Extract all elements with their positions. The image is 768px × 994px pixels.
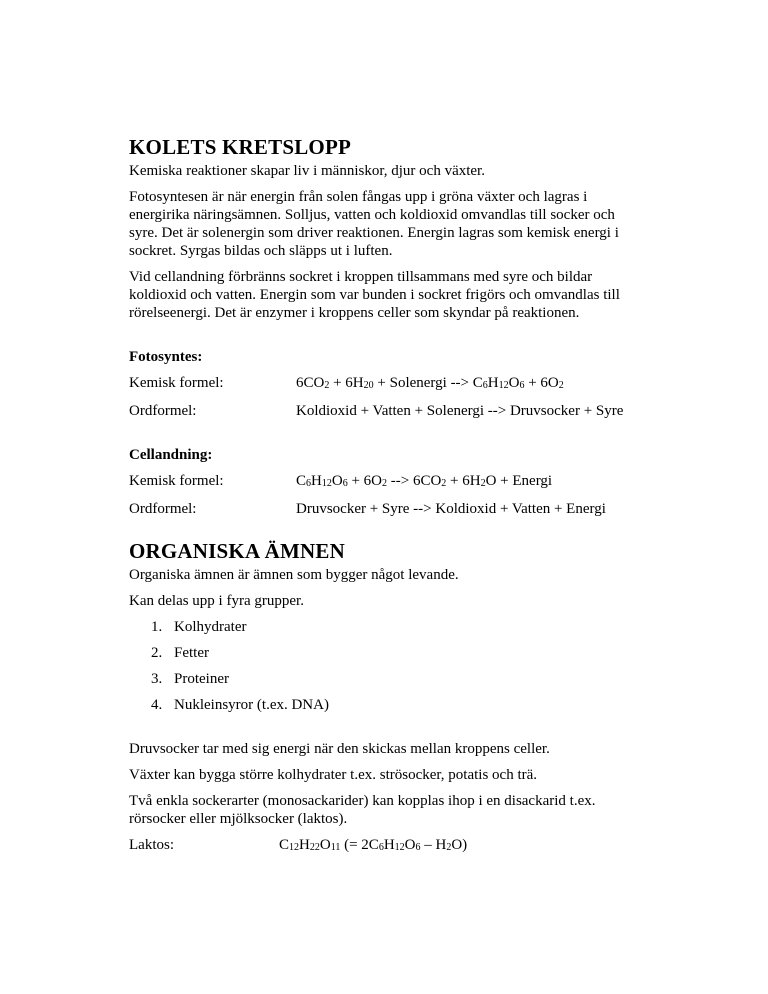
text-line: Vid cellandning förbränns sockret i kroppen tillsammans med syre och bildar xyxy=(129,269,593,285)
paragraph-fotosyntes-description xyxy=(129,188,649,260)
word-formula: Koldioxid + Vatten + Solenergi --> Druvsocker + Syre xyxy=(296,403,624,419)
chemical-formula: $6CO_2 + 6H_{20}$ + Solenergi --> $C_6H_{12}O_6 + 6O_2$ xyxy=(296,375,564,391)
row-cellandning-ord xyxy=(129,500,649,518)
text-line: koldioxid och vatten. Energin som var bunden i sockret frigörs och omvandlas till xyxy=(129,287,620,303)
label-cellandning: Cellandning: xyxy=(129,447,213,463)
paragraph-vaxter: Växter kan bygga större kolhydrater t.ex. strösocker, potatis och trä. xyxy=(129,767,538,783)
text-line: rörsocker eller mjölksocker (laktos). xyxy=(129,811,348,827)
row-key: Kemisk formel: xyxy=(129,375,224,391)
list-item xyxy=(129,670,649,688)
paragraph-druvsocker: Druvsocker tar med sig energi när den skickas mellan kroppens celler. xyxy=(129,741,550,757)
list-label: Kolhydrater xyxy=(174,619,247,635)
label-fotosyntes: Fotosyntes: xyxy=(129,349,203,365)
list-groups xyxy=(129,618,649,714)
row-cellandning-kemisk xyxy=(129,472,649,492)
paragraph-sockerarter xyxy=(129,792,649,828)
list-item xyxy=(129,618,649,636)
text-line: syre. Det är solenergin som driver reaktionen. Energin lagras som kemisk energi i xyxy=(129,225,619,241)
chemical-formula: $C_6H_{12}O_6 + 6O_2$ --> $6CO_2 + 6H_2O$ + Energi xyxy=(296,473,553,489)
list-item xyxy=(129,696,649,714)
row-key: Ordformel: xyxy=(129,501,197,517)
list-number: 3. xyxy=(151,671,163,687)
list-label: Fetter xyxy=(174,645,209,661)
row-key: Kemisk formel: xyxy=(129,473,224,489)
text-line: Två enkla sockerarter (monosackarider) kan kopplas ihop i en disackarid t.ex. xyxy=(129,793,596,809)
list-number: 1. xyxy=(151,619,163,635)
row-fotosyntes-ord xyxy=(129,402,649,420)
paragraph-cellandning-description xyxy=(129,268,649,322)
paragraph-organiska-intro: Organiska ämnen är ämnen som bygger något levande. xyxy=(129,567,459,583)
heading-organiska-amnen: ORGANISKA ÄMNEN xyxy=(129,539,345,563)
paragraph-intro: Kemiska reaktioner skapar liv i människor, djur och växter. xyxy=(129,163,485,179)
list-label: Proteiner xyxy=(174,671,229,687)
text-line: energirika näringsämnen. Solljus, vatten och koldioxid omvandlas till socker och xyxy=(129,207,615,223)
document-content xyxy=(129,134,649,856)
list-label: Nukleinsyror (t.ex. DNA) xyxy=(174,697,329,713)
list-number: 4. xyxy=(151,697,163,713)
list-item xyxy=(129,644,649,662)
chemical-formula: $C_{12}H_{22}O_{11}$ (= $2C_6H_{12}O_6 - H_2O$) xyxy=(279,837,468,853)
row-laktos xyxy=(129,836,649,856)
paragraph-groups-intro: Kan delas upp i fyra grupper. xyxy=(129,593,304,609)
text-line: sockret. Syrgas bildas och släpps ut i luften. xyxy=(129,243,393,259)
row-key: Ordformel: xyxy=(129,403,197,419)
word-formula: Druvsocker + Syre --> Koldioxid + Vatten + Energi xyxy=(296,501,606,517)
text-line: rörelseenergi. Det är enzymer i kroppens celler som skyndar på reaktionen. xyxy=(129,305,580,321)
heading-kolets-kretslopp: KOLETS KRETSLOPP xyxy=(129,135,352,159)
text-line: Fotosyntesen är när energin från solen fångas upp i gröna växter och lagras i xyxy=(129,189,588,205)
row-key: Laktos: xyxy=(129,837,174,853)
list-number: 2. xyxy=(151,645,163,661)
row-fotosyntes-kemisk xyxy=(129,374,649,394)
